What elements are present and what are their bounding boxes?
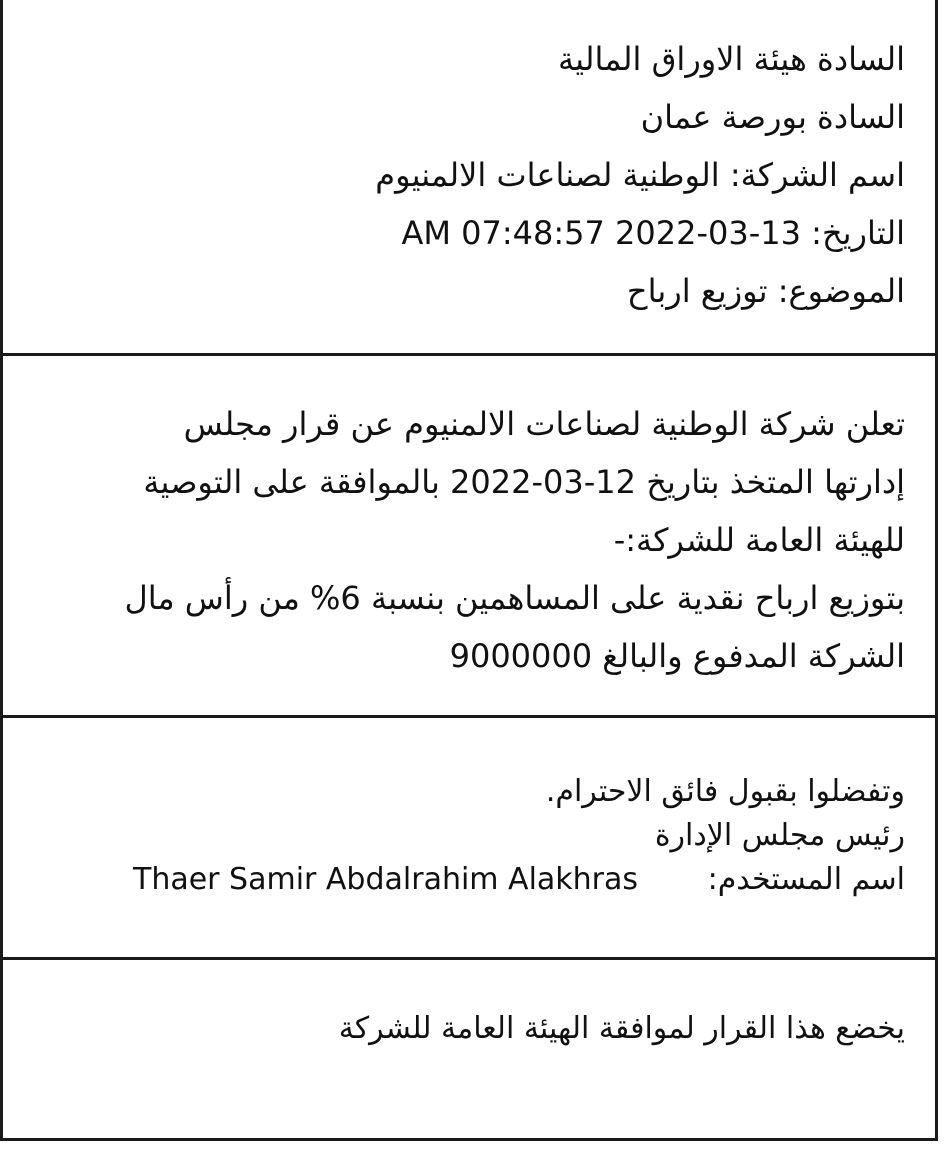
divider-3 (3, 957, 935, 960)
recipient-securities-commission: السادة هيئة الاوراق المالية (557, 40, 905, 78)
username-row (23, 858, 905, 902)
announcement-body (3, 395, 935, 715)
date-row (23, 204, 905, 262)
body-line-4: بتوزيع ارباح نقدية على المساهمين بنسبة 6% من رأس مال (124, 579, 905, 617)
subject-label: الموضوع: (777, 272, 905, 310)
date-time-value (401, 204, 801, 262)
body-line-1: تعلن شركة الوطنية لصناعات الالمنيوم عن قرار مجلس (183, 405, 905, 443)
signatory-title: رئيس مجلس الإدارة (654, 818, 905, 853)
time-value: AM 07:48:57 (401, 214, 605, 252)
approval-note: يخضع هذا القرار لموافقة الهيئة العامة للشركة (338, 1011, 905, 1046)
body-line-3: للهيئة العامة للشركة:- (613, 521, 905, 559)
company-label: اسم الشركة: (729, 156, 905, 194)
username-value: Thaer Samir Abdalrahim Alakhras (133, 862, 639, 897)
regards-text: وتفضلوا بقبول فائق الاحترام. (545, 774, 905, 809)
divider-2 (3, 715, 935, 718)
subject-value: توزيع ارباح (626, 272, 768, 310)
subject-row (23, 262, 905, 320)
date-label: التاريخ: (811, 214, 905, 252)
body-line-2: إدارتها المتخذ بتاريخ 12-03-2022 بالموافقة على التوصية (143, 463, 905, 501)
header-section (3, 30, 935, 350)
username-label: اسم المستخدم: (707, 862, 905, 897)
date-value: 2022-03-13 (615, 214, 801, 252)
company-name-row (23, 146, 905, 204)
note-section (3, 1000, 935, 1120)
recipient-amman-stock-exchange: السادة بورصة عمان (640, 98, 905, 136)
divider-1 (3, 353, 935, 356)
body-line-5: الشركة المدفوع والبالغ 9000000 (449, 637, 905, 675)
closing-section (3, 770, 935, 930)
company-name: الوطنية لصناعات الالمنيوم (375, 156, 720, 194)
